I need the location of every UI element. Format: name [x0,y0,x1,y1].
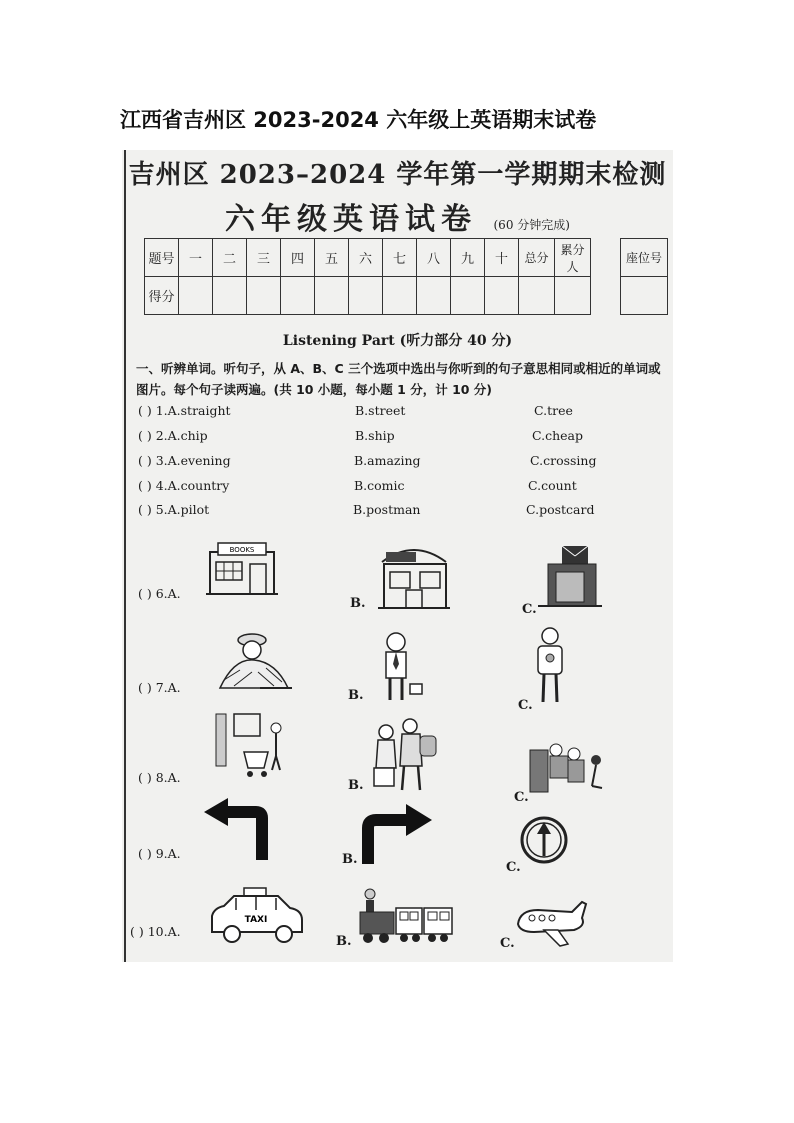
score-cell: 七 [383,239,417,277]
score-blank [213,277,247,315]
turn-left-arrow-icon [202,796,278,862]
businessman-icon [374,630,424,704]
score-cell: 二 [213,239,247,277]
post-office-icon [538,544,602,610]
score-blank [555,277,591,315]
seat-blank [621,277,668,315]
question-7-option-b: B. [348,688,364,703]
exam-district-title: 吉州区 2023–2024 学年第一学期期末检测 [128,160,667,190]
score-cell: 四 [281,239,315,277]
go-straight-sign-icon [520,814,570,868]
score-blank [383,277,417,315]
question-8-option-b: B. [348,778,364,793]
question-8-label: ( ) 8.A. [138,770,181,785]
question-10-label: ( ) 10.A. [130,924,181,939]
question-row [138,453,668,475]
score-cell: 一 [179,239,213,277]
score-blank [349,277,383,315]
question-10-option-c: C. [500,936,515,951]
score-cell: 题号 [145,239,179,277]
score-table [144,238,591,315]
shopping-icon [214,712,290,782]
score-blank [247,277,281,315]
bookstore-sign-text: BOOKS [229,546,255,554]
score-cell: 九 [451,239,485,277]
question-option-b: B.amazing [354,453,421,468]
turn-right-arrow-icon [360,802,434,866]
listening-part-heading: Listening Part (听力部分 40 分) [282,333,513,349]
question-option-a: ( ) 5.A.pilot [138,502,210,517]
score-blank [179,277,213,315]
question-row [138,502,668,524]
question-9-label: ( ) 9.A. [138,846,181,861]
score-cell: 总分 [519,239,555,277]
question-option-a: ( ) 3.A.evening [138,453,231,468]
question-row [138,478,668,500]
score-blank [485,277,519,315]
score-row-label: 得分 [145,277,179,315]
question-row [138,428,668,450]
question-row [138,403,668,425]
score-blank [281,277,315,315]
taxi-text: TAXI [244,915,268,925]
question-9-option-c: C. [506,860,521,875]
score-cell: 三 [247,239,281,277]
question-10-option-b: B. [336,934,352,949]
question-6-option-c: C. [522,602,537,617]
pilot-icon [530,626,570,706]
score-cell: 八 [417,239,451,277]
score-cell: 十 [485,239,519,277]
taxi-icon [208,886,306,944]
question-option-a: ( ) 2.A.chip [138,428,208,443]
bakery-icon [376,542,452,612]
plane-icon [514,900,590,950]
seat-table [620,238,668,315]
score-table-score-row [145,277,591,315]
question-7-label: ( ) 7.A. [138,680,181,695]
question-option-b: B.street [355,403,406,418]
question-option-c: C.crossing [530,453,597,468]
paper-edge [124,150,126,962]
section-instruction: 一、听辨单词。听句子，从 A、B、C 三个选项中选出与你听到的句子意思相同或相近的单词或图片。每个句子读两遍。(共 10 小题，每小题 1 分，计 10 分) [136,361,661,397]
fisherman-icon [214,630,294,692]
exam-photo [122,150,673,962]
exam-paper-title [122,194,673,238]
question-option-b: B.ship [355,428,395,443]
question-option-b: B.postman [353,502,421,517]
question-6-option-b: B. [350,596,366,611]
question-option-c: C.tree [534,403,573,418]
travelling-icon [366,716,444,792]
question-option-a: ( ) 1.A.straight [138,403,231,418]
seat-label: 座位号 [621,239,668,277]
question-option-c: C.count [528,478,577,493]
exam-time-note: (60 分钟完成) [493,218,570,232]
score-blank [417,277,451,315]
question-9-option-b: B. [342,852,358,867]
score-cell: 累分人 [555,239,591,277]
question-6-label: ( ) 6.A. [138,586,181,601]
document-title: 江西省吉州区 2023-2024 六年级上英语期末试卷 [120,108,597,132]
question-option-b: B.comic [354,478,405,493]
score-table-header-row [145,239,591,277]
question-option-a: ( ) 4.A.country [138,478,230,493]
train-icon [356,886,456,946]
cinema-icon [526,736,606,794]
question-option-c: C.postcard [526,502,595,517]
question-option-c: C.cheap [532,428,583,443]
question-8-option-c: C. [514,790,529,805]
score-blank [451,277,485,315]
score-cell: 五 [315,239,349,277]
bookstore-icon [206,540,278,596]
question-7-option-c: C. [518,698,533,713]
score-blank [519,277,555,315]
score-blank [315,277,349,315]
score-cell: 六 [349,239,383,277]
exam-paper-name: 六年级英语试卷 [225,202,478,237]
